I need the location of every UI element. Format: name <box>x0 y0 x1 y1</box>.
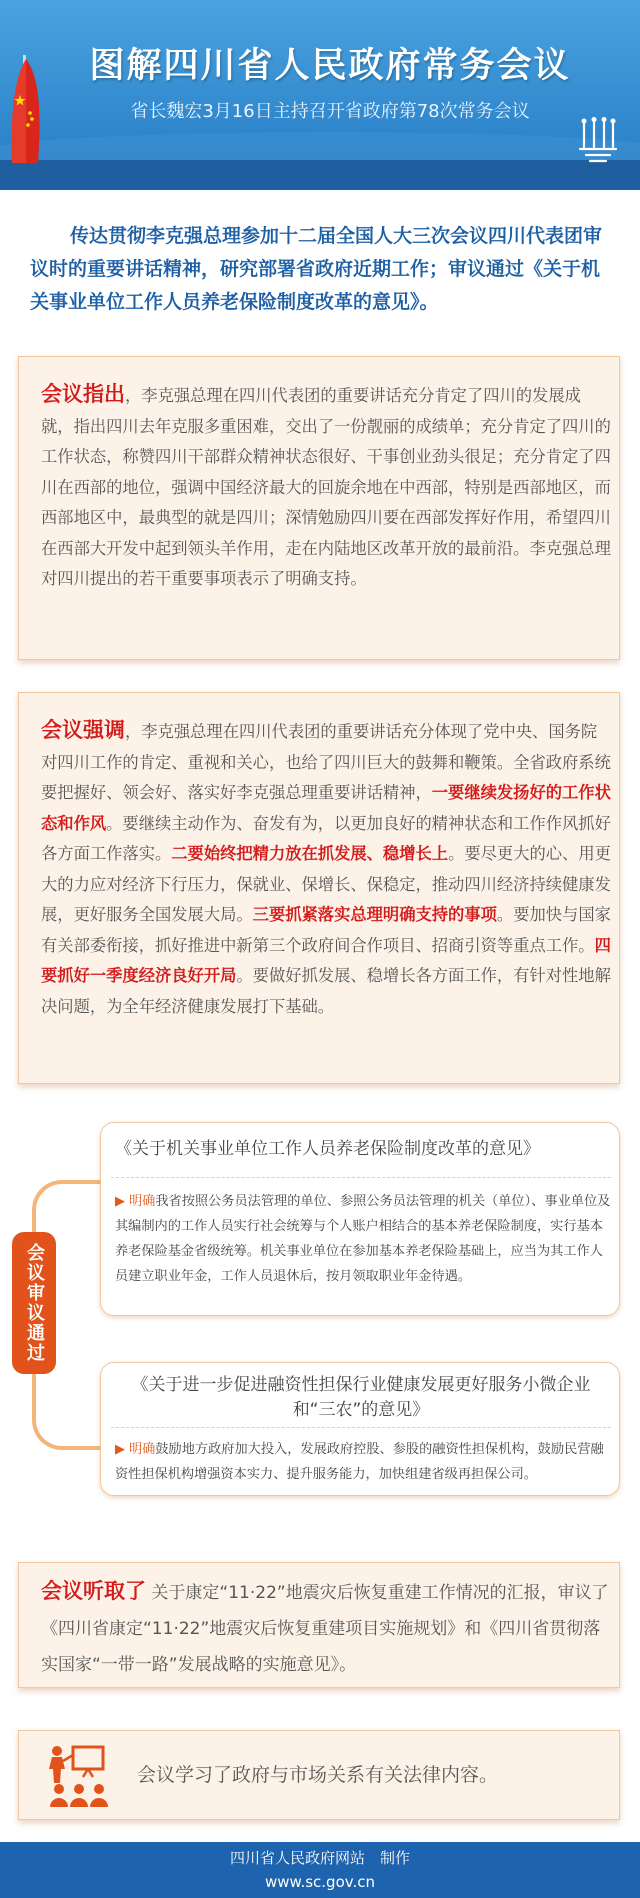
section-stressed-lead: 会议强调 <box>41 718 125 742</box>
section-pointed-text: ，李克强总理在四川代表团的重要讲话充分肯定了四川的发展成就，指出四川去年克服多重困难，交出了一份靓丽的成绩单；充分肯定了四川的工作状态，称赞四川干部群众精神状态很好、干事创业劲头很足；充分肯定了四川在西部的地位，强调中国经济最大的回旋余地在中西部，特别是西部地区，而西部地区中，最典型的就是四川；深情勉励四川要在西部发挥好作用，希望四川在西部大开发中起到领头羊作用，走在内陆地区改革开放的最前沿。李克强总理对四川提出的若干重要事项表示了明确支持。 <box>41 386 611 588</box>
arrow-right-icon: ▶ <box>115 1442 125 1457</box>
section-stressed-highlight-1: 一要继续发扬好的工作状态和作风 <box>41 783 611 833</box>
footer-producer: 四川省人民政府网站 制作 <box>229 1849 410 1867</box>
section-meeting-study <box>18 1730 620 1820</box>
arrow-right-icon: ▶ <box>115 1194 125 1209</box>
section-stressed-text-3: 。要尽更大的心、用更大的力应对经济下行压力，保就业、保增长、保稳定，推动四川经济持续健康发展，更好服务全国发展大局。 <box>41 844 611 924</box>
microphones-icon <box>578 117 618 165</box>
doc1-divider <box>111 1177 611 1178</box>
approved-document-financing-guarantee <box>100 1362 620 1496</box>
section-pointed-lead: 会议指出 <box>41 382 125 406</box>
section-stressed-highlight-3: 三要抓紧落实总理明确支持的事项 <box>252 905 497 924</box>
doc2-text: 鼓励地方政府加大投入，发展政府控股、参股的融资性担保机构，鼓励民营融资性担保机构增强资本实力、提升服务能力，加快组建省级再担保公司。 <box>115 1442 604 1482</box>
section-meeting-pointed-out <box>18 356 620 660</box>
doc1-body <box>115 1189 611 1289</box>
footer-url-link[interactable]: www.sc.gov.cn <box>265 1873 375 1891</box>
section-meeting-stressed <box>18 692 620 1084</box>
section-stressed-highlight-4: 四要抓好一季度经济良好开局 <box>41 935 611 985</box>
doc2-divider <box>111 1427 611 1428</box>
header-banner <box>0 0 640 190</box>
section-stressed-text-4: 。要加快与国家有关部委衔接，抓好推进中新第三个政府间合作项目、招商引资等重点工作。 <box>41 905 611 955</box>
doc2-keyword: 明确 <box>129 1442 156 1457</box>
section-heard-lead: 会议听取了 <box>41 1579 146 1603</box>
footer <box>0 1842 640 1898</box>
doc1-keyword: 明确 <box>129 1194 156 1209</box>
bracket-connector-bottom <box>32 1372 104 1450</box>
lecture-icon <box>47 1743 113 1809</box>
approved-document-pension-reform <box>100 1122 620 1316</box>
page-subtitle: 省长魏宏3月16日主持召开省政府第78次常务会议 <box>130 101 530 122</box>
meeting-approved-label: 会议审议通过 <box>12 1232 56 1374</box>
doc1-title: 《关于机关事业单位工作人员养老保险制度改革的意见》 <box>115 1139 540 1159</box>
doc2-body <box>115 1437 611 1487</box>
section-stressed-text-5: 。要做好抓发展、稳增长各方面工作，有针对性地解决问题，为全年经济健康发展打下基础。 <box>41 966 611 1016</box>
page-title: 图解四川省人民政府常务会议 <box>89 45 571 86</box>
section-stressed-text-1: ，李克强总理在四川代表团的重要讲话充分体现了党中央、国务院对四川工作的肯定、重视和关心，也给了四川巨大的鼓舞和鞭策。全省政府系统要把握好、领会好、落实好李克强总理重要讲话精神， <box>41 722 611 802</box>
bracket-connector-top <box>32 1180 104 1234</box>
doc2-title: 《关于进一步促进融资性担保行业健康发展更好服务小微企业和“三农”的意见》 <box>131 1375 591 1420</box>
section-pointed-body <box>41 379 611 595</box>
section-meeting-heard <box>18 1562 620 1688</box>
section-stressed-body <box>41 715 611 1022</box>
section-study-text: 会议学习了政府与市场关系有关法律内容。 <box>137 1764 499 1786</box>
doc1-text: 我省按照公务员法管理的单位、参照公务员法管理的机关（单位）、事业单位及其编制内的工作人员实行社会统筹与个人账户相结合的基本养老保险制度，实行基本养老保险基金省级统筹。机关事业单位在参加基本养老保险基础上，应当为其工作人员建立职业年金，工作人员退休后，按月领取职业年金待遇。 <box>115 1194 611 1284</box>
section-stressed-highlight-2: 二要始终把精力放在抓发展、稳增长上 <box>171 844 449 863</box>
intro-paragraph: 传达贯彻李克强总理参加十二届全国人大三次会议四川代表团审议时的重要讲话精神，研究部署省政府近期工作；审议通过《关于机关事业单位工作人员养老保险制度改革的意见》。 <box>30 225 603 313</box>
section-heard-body <box>41 1573 615 1683</box>
header-wave-band <box>0 160 640 190</box>
section-heard-text: 关于康定“11·22”地震灾后恢复重建工作情况的汇报，审议了《四川省康定“11·22”地震灾后恢复重建项目实施规划》和《四川省贯彻落实国家“一带一路”发展战略的实施意见》。 <box>41 1583 609 1675</box>
section-stressed-text-2: 。要继续主动作为、奋发有为，以更加良好的精神状态和工作作风抓好各方面工作落实。 <box>41 813 611 863</box>
flag-icon <box>8 55 42 163</box>
